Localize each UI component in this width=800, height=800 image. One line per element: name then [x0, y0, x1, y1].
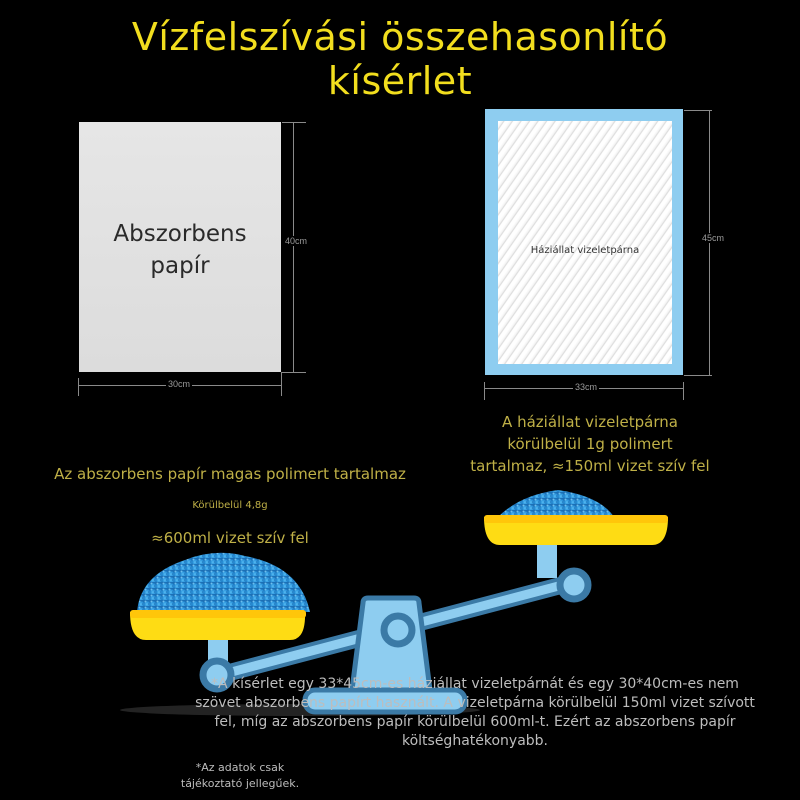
pet-pad-caption — [440, 411, 740, 477]
dim-tick — [282, 122, 306, 123]
pad-height-label: 45cm — [702, 233, 725, 243]
paper-width-label: 30cm — [168, 379, 191, 389]
footnote-line1: *A kísérlet egy 33*45cm-es háziállat vizeletpárnát és egy 30*40cm-es nem — [211, 676, 739, 692]
disclaimer-line2: tájékoztató jellegűek. — [180, 777, 300, 790]
dim-tick — [683, 382, 684, 400]
paper-caption-absorb: ≈600ml vizet szív fel — [151, 529, 309, 547]
dim-tick — [684, 110, 712, 111]
data-disclaimer — [140, 760, 340, 792]
dim-tick — [281, 372, 282, 396]
paper-height-dimension-line — [293, 122, 294, 372]
page-title-line2: kísérlet — [327, 59, 473, 103]
left-granule-pile — [137, 553, 310, 612]
footnote-line3: fel, míg az abszorbens papír körülbelül 600ml-t. Ezért az abszorbens papír — [214, 714, 736, 730]
right-granule-pile — [498, 490, 614, 517]
absorbent-paper-label — [79, 218, 281, 282]
paper-caption-amount: Körülbelül 4,8g — [192, 500, 268, 511]
footnote-line2: szövet abszorbens papírt használt. A vizeletpárna körülbelül 150ml vizet szívott — [195, 695, 755, 711]
paper-label-line2: papír — [150, 253, 210, 279]
pad-width-label: 33cm — [575, 382, 598, 392]
dim-tick — [684, 375, 712, 376]
pet-pad-quilted-surface — [498, 121, 672, 364]
dim-tick — [484, 382, 485, 400]
paper-label-line1: Abszorbens — [113, 221, 247, 247]
dim-tick — [282, 372, 306, 373]
paper-height-label: 40cm — [285, 236, 308, 246]
paper-caption-main: Az abszorbens papír magas polimert tartalmaz — [54, 465, 406, 483]
pet-pad-label: Háziállat vizeletpárna — [530, 245, 640, 256]
pet-pad-caption-line3: tartalmaz, ≈150ml vizet szív fel — [470, 457, 710, 475]
pet-pad-caption-line2: körülbelül 1g polimert — [507, 435, 673, 453]
dim-tick — [78, 378, 79, 396]
experiment-footnote — [150, 675, 800, 751]
pet-pad-caption-line1: A háziállat vizeletpárna — [502, 413, 678, 431]
disclaimer-line1: *Az adatok csak — [195, 761, 285, 774]
footnote-line4: költséghatékonyabb. — [401, 733, 549, 749]
page-title-line1: Vízfelszívási összehasonlító — [131, 15, 669, 59]
